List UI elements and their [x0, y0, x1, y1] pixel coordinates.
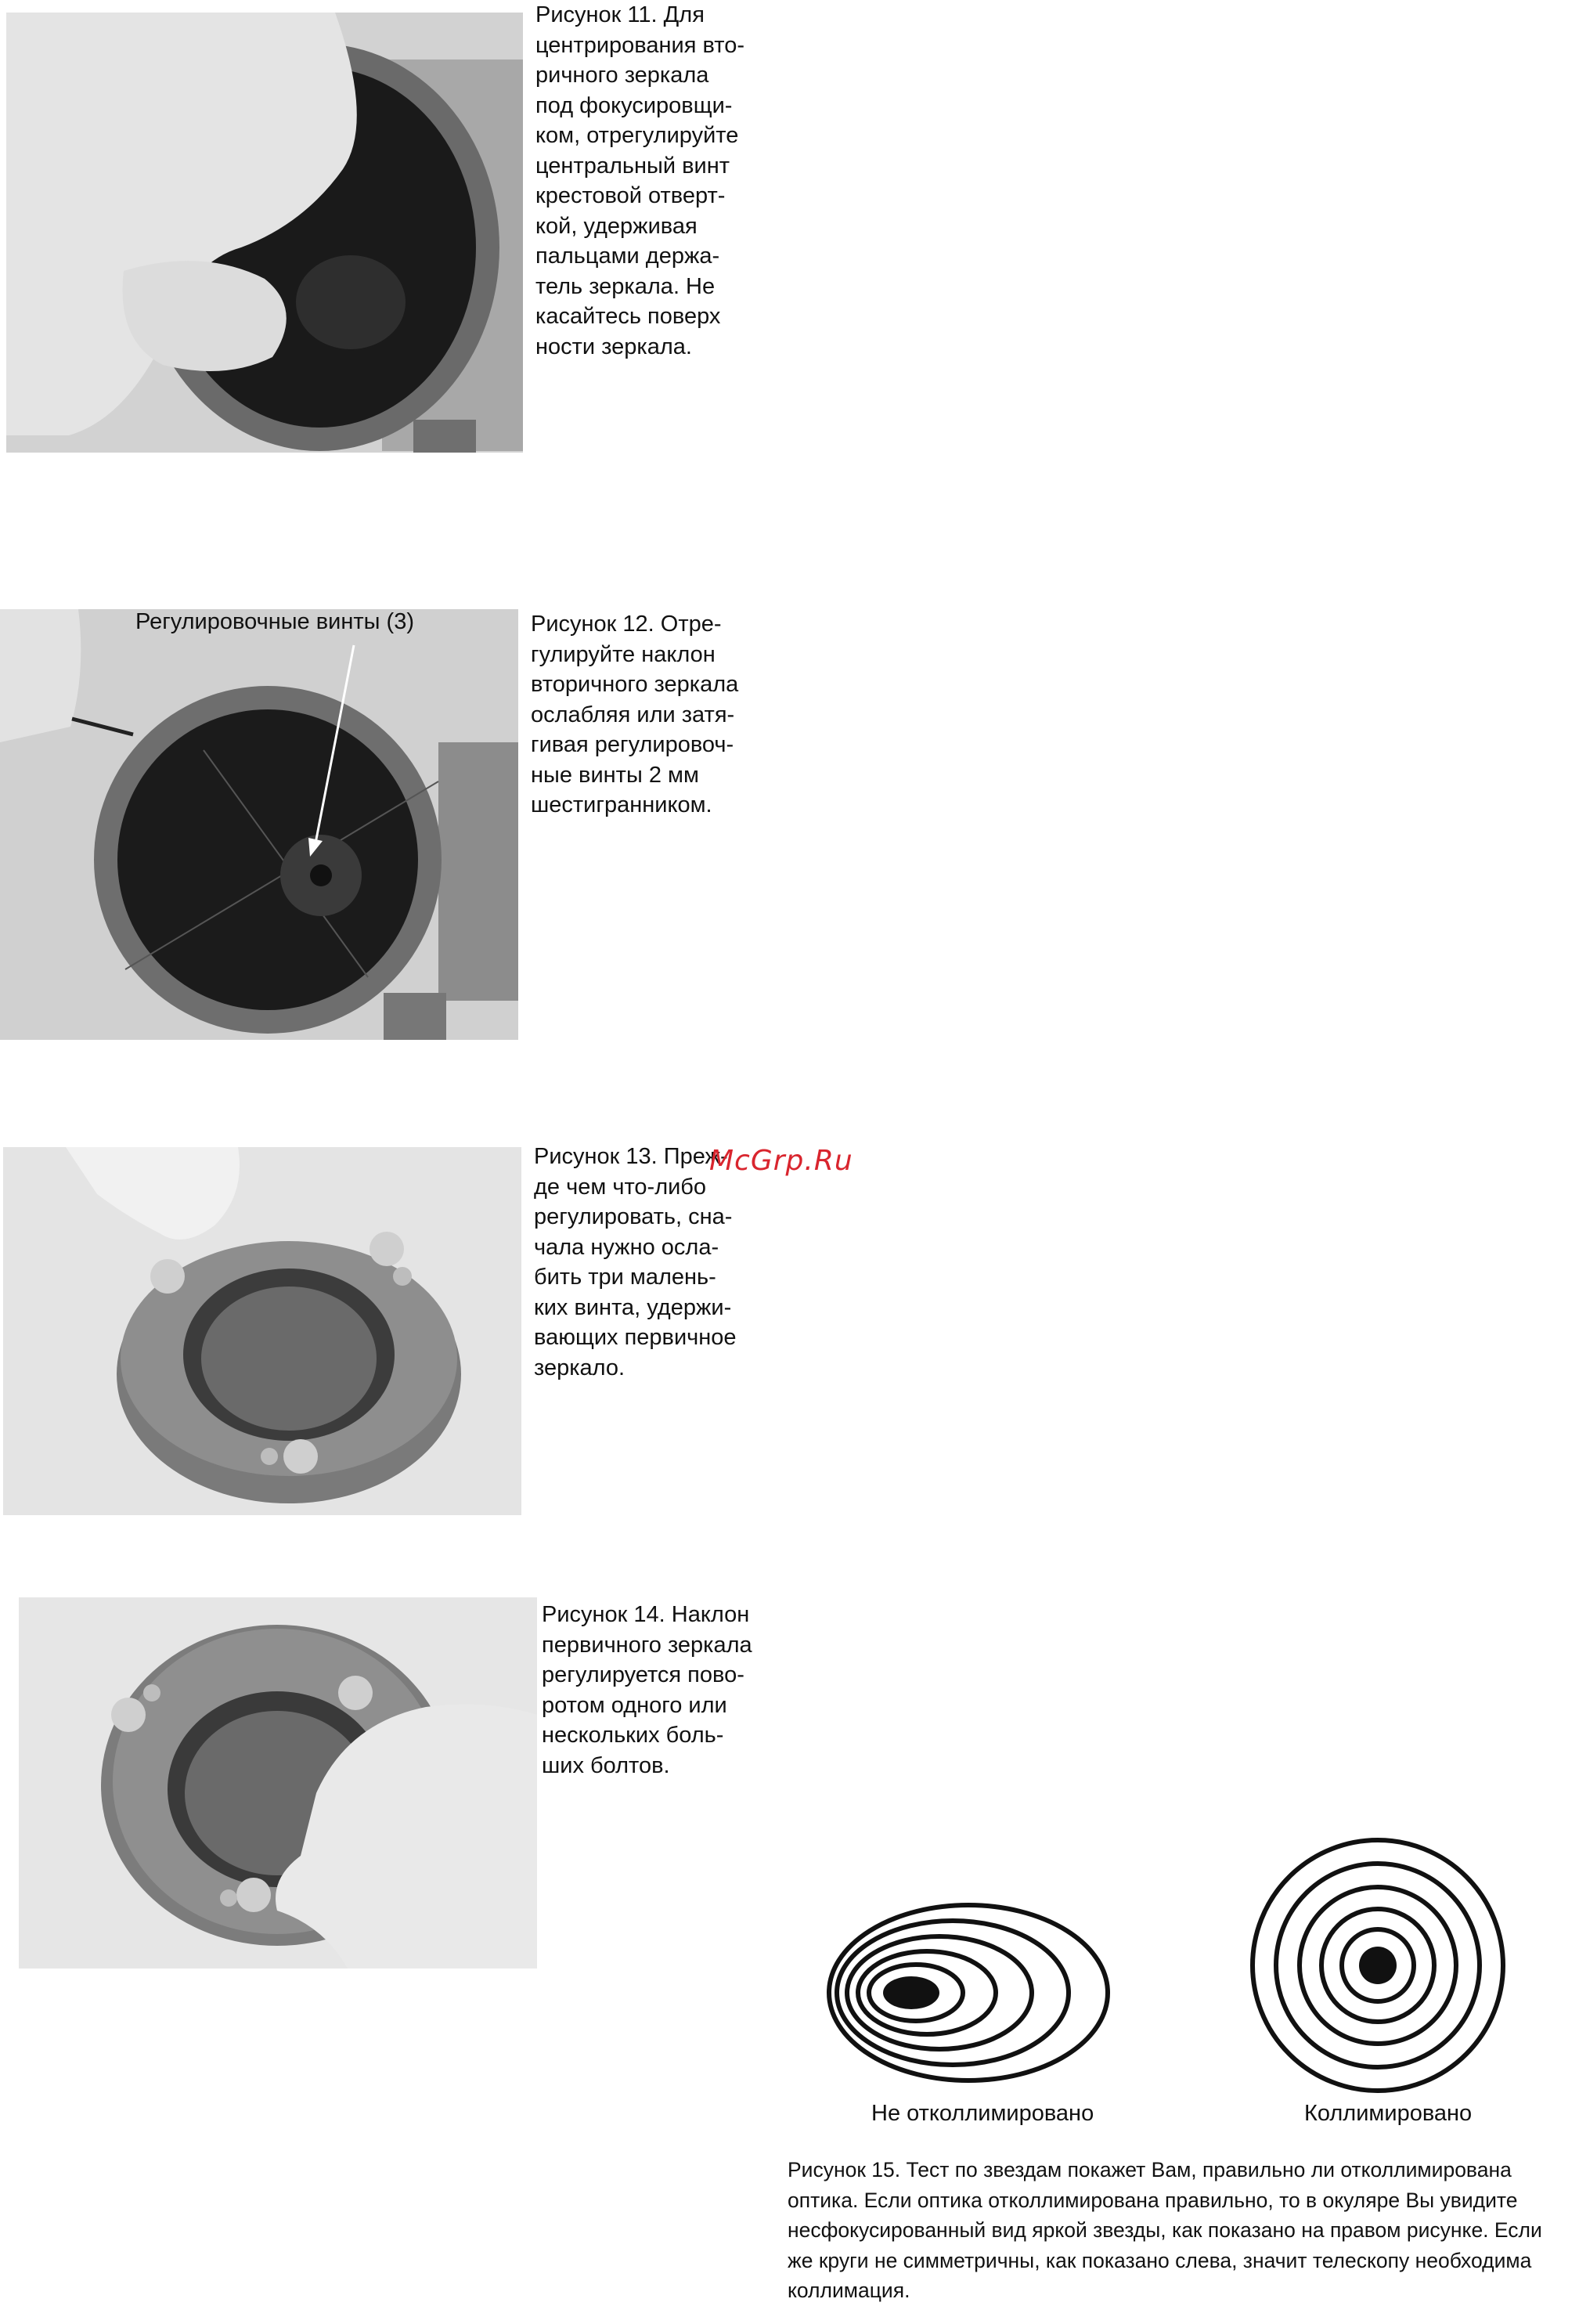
figure-15-caption: Рисунок 15. Тест по звездам покажет Вам, правильно ли отколлимирована оптика. Если оптика отколлимирована правильно, то в окуляре Вы увидите несфокусированный вид яркой звезды, как показано на правом рисунке. Если же круги не симметричны, как показано слева, значит телескопу необходима коллимация.: [788, 2158, 1542, 2302]
not-collimated-label: Не отколлимировано: [871, 2101, 1094, 2126]
adjust-screws-annotation: Регулировочные винты (3): [135, 609, 414, 634]
figure-13-caption: Рисунок 13. Преж- де чем что-либо регулировать, сна- чала нужно осла- бить три малень- ких винта, удержи- вающих первичное зеркало.: [534, 1144, 737, 1380]
collimated-diagram: [1245, 1832, 1511, 2098]
not-collimated-diagram: [824, 1895, 1113, 2091]
watermark: McGrp.Ru: [709, 1145, 853, 1177]
figure-12-caption: Рисунок 12. Отре- гулируйте наклон вторичного зеркала ослабляя или затя- гивая регулировоч- ные винты 2 мм шестигранником.: [531, 612, 739, 817]
annotation-arrow: [297, 642, 368, 861]
figure-14-photo: [19, 1597, 537, 1969]
figure-11-photo: [6, 13, 523, 453]
figure-14-caption: Рисунок 14. Наклон первичного зеркала регулируется пово- ротом одного или нескольких боль- ших болтов.: [542, 1602, 752, 1778]
figure-11-caption: Рисунок 11. Для центрирования вто- ричного зеркала под фокусировщи- ком, отрегулируйте центральный винт крестовой отверт- кой, удерживая пальцами держа- тель зеркала. Не касайтесь поверх ности зеркала.: [535, 2, 744, 359]
figure-12-photo: [0, 609, 518, 1040]
collimated-label: Коллимировано: [1304, 2101, 1473, 2126]
figure-13-photo: [3, 1147, 521, 1515]
